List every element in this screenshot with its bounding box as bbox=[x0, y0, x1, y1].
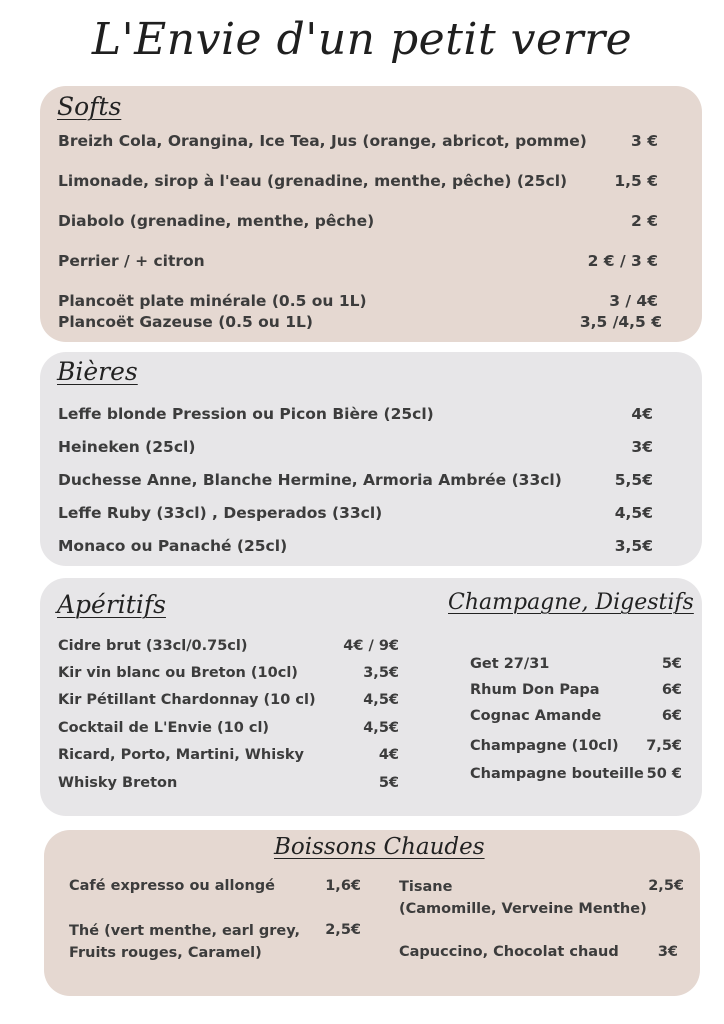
champagne-item-name: Champagne bouteille bbox=[470, 766, 644, 782]
softs-item-name: Plancoët Gazeuse (0.5 ou 1L) bbox=[58, 313, 313, 331]
chaudes-item-price: 3€ bbox=[657, 944, 678, 960]
champagne-heading: Champagne, Digestifs bbox=[448, 590, 694, 615]
aperitifs-item-price: 3,5€ bbox=[363, 665, 399, 681]
chaudes-item-name: Capuccino, Chocolat chaud bbox=[399, 944, 619, 960]
chaudes-item-name bbox=[69, 920, 300, 964]
softs-item-price: 3 / 4€ bbox=[609, 292, 658, 310]
softs-item-name: Limonade, sirop à l'eau (grenadine, menthe, pêche) (25cl) bbox=[58, 172, 568, 190]
aperitifs-heading: Apéritifs bbox=[57, 590, 166, 619]
aperitifs-item-name: Kir vin blanc ou Breton (10cl) bbox=[58, 665, 298, 681]
bieres-item-name: Monaco ou Panaché (25cl) bbox=[58, 537, 288, 555]
softs-item-price: 1,5 € bbox=[614, 172, 658, 190]
aperitifs-item-price: 4€ / 9€ bbox=[343, 638, 399, 654]
softs-item-price: 2 € / 3 € bbox=[587, 252, 658, 270]
aperitifs-item-price: 4,5€ bbox=[363, 692, 399, 708]
chaudes-item-line2: Fruits rouges, Caramel) bbox=[69, 945, 262, 961]
chaudes-item-line1: Thé (vert menthe, earl grey, bbox=[69, 923, 301, 939]
champagne-item-price: 6€ bbox=[661, 682, 682, 698]
softs-item-price: 3 € bbox=[631, 132, 658, 150]
bieres-panel bbox=[40, 352, 702, 566]
bieres-item-price: 3€ bbox=[631, 438, 653, 456]
chaudes-item-name bbox=[399, 876, 647, 920]
softs-item-name: Perrier / + citron bbox=[58, 252, 205, 270]
chaudes-item-price: 2,5€ bbox=[325, 922, 361, 938]
champagne-item-name: Cognac Amande bbox=[470, 708, 602, 724]
menu-title: L'Envie d'un petit verre bbox=[91, 14, 633, 65]
champagne-item-price: 7,5€ bbox=[646, 738, 682, 754]
chaudes-heading: Boissons Chaudes bbox=[274, 834, 485, 860]
softs-item-name: Plancoët plate minérale (0.5 ou 1L) bbox=[58, 292, 367, 310]
bieres-item-name: Leffe Ruby (33cl) , Desperados (33cl) bbox=[58, 504, 383, 522]
chaudes-item-price: 2,5€ bbox=[648, 878, 684, 894]
aperitifs-item-name: Ricard, Porto, Martini, Whisky bbox=[58, 747, 304, 763]
softs-item-name: Diabolo (grenadine, menthe, pêche) bbox=[58, 212, 375, 230]
bieres-item-name: Heineken (25cl) bbox=[58, 438, 196, 456]
aperitifs-item-price: 4€ bbox=[378, 747, 399, 763]
bieres-item-price: 3,5€ bbox=[614, 537, 653, 555]
bieres-heading: Bières bbox=[57, 357, 138, 386]
aperitifs-item-name: Cocktail de L'Envie (10 cl) bbox=[58, 720, 270, 736]
bieres-item-price: 4,5€ bbox=[614, 504, 653, 522]
champagne-item-price: 5€ bbox=[661, 656, 682, 672]
chaudes-item-name: Café expresso ou allongé bbox=[69, 878, 275, 894]
softs-item-name: Breizh Cola, Orangina, Ice Tea, Jus (orange, abricot, pomme) bbox=[58, 132, 587, 150]
bieres-item-price: 4€ bbox=[631, 405, 653, 423]
softs-heading: Softs bbox=[57, 92, 122, 121]
bieres-item-name: Duchesse Anne, Blanche Hermine, Armoria Ambrée (33cl) bbox=[58, 471, 562, 489]
aperitifs-item-price: 5€ bbox=[378, 775, 399, 791]
bieres-item-name: Leffe blonde Pression ou Picon Bière (25cl) bbox=[58, 405, 434, 423]
champagne-item-price: 50 € bbox=[646, 766, 682, 782]
chaudes-item-line2: (Camomille, Verveine Menthe) bbox=[399, 901, 647, 917]
aperitifs-item-name: Kir Pétillant Chardonnay (10 cl) bbox=[58, 692, 316, 708]
softs-item-price: 2 € bbox=[631, 212, 658, 230]
champagne-item-name: Get 27/31 bbox=[470, 656, 550, 672]
softs-item-price: 3,5 /4,5 € bbox=[579, 313, 662, 331]
bieres-item-price: 5,5€ bbox=[614, 471, 653, 489]
aperitifs-item-name: Whisky Breton bbox=[58, 775, 178, 791]
chaudes-item-price: 1,6€ bbox=[325, 878, 361, 894]
champagne-item-name: Rhum Don Papa bbox=[470, 682, 600, 698]
chaudes-item-line1: Tisane bbox=[399, 879, 453, 895]
aperitifs-item-name: Cidre brut (33cl/0.75cl) bbox=[58, 638, 248, 654]
champagne-item-name: Champagne (10cl) bbox=[470, 738, 619, 754]
aperitifs-item-price: 4,5€ bbox=[363, 720, 399, 736]
champagne-item-price: 6€ bbox=[661, 708, 682, 724]
